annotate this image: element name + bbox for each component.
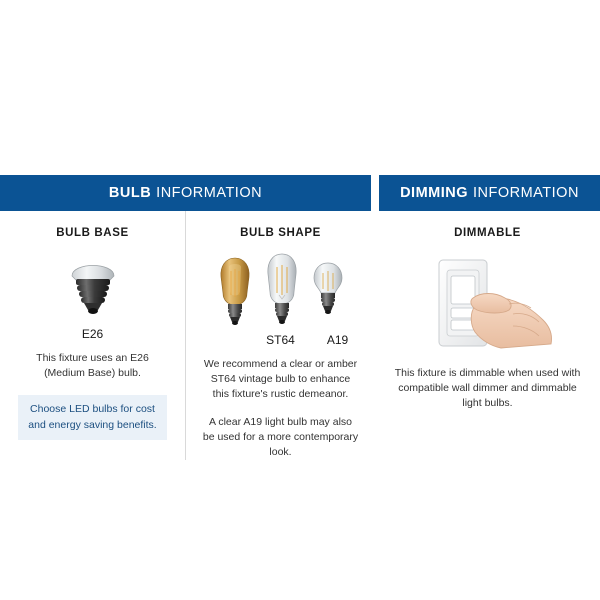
bulb-information-banner bbox=[0, 175, 371, 211]
bulb-base-icon bbox=[12, 251, 173, 321]
info-content bbox=[0, 175, 600, 460]
dimmable-text: This fixture is dimmable when used with compatible wall dimmer and dimmable light bulbs. bbox=[394, 367, 581, 410]
dimming-information-panel bbox=[375, 175, 600, 412]
bulb-a19-clear-icon bbox=[309, 259, 347, 329]
bulb-banner-light: INFORMATION bbox=[156, 185, 263, 201]
bulb-base-label: E26 bbox=[81, 327, 104, 341]
bulb-shape-label-1: ST64 bbox=[266, 333, 295, 347]
bulb-st64-clear-icon bbox=[261, 251, 303, 329]
banner-divider bbox=[375, 175, 376, 211]
panels bbox=[0, 175, 600, 460]
bulb-shape-title: BULB SHAPE bbox=[240, 227, 321, 239]
bulb-shape-text-primary: We recommend a clear or amber ST64 vintage bulb to enhance this fixture's rustic demeanor. bbox=[203, 358, 358, 401]
bulb-base-column bbox=[0, 211, 186, 460]
bulb-banner-strong: BULB bbox=[108, 185, 152, 201]
dimmable-title: DIMMABLE bbox=[454, 227, 521, 239]
bulb-shape-label-2: A19 bbox=[326, 333, 349, 347]
bulb-information-panel bbox=[0, 175, 375, 460]
bulb-columns bbox=[0, 211, 375, 460]
led-note-box: Choose LED bulbs for cost and energy saving benefits. bbox=[18, 395, 167, 439]
bulb-shape-labels bbox=[198, 333, 363, 347]
bulb-shape-text-secondary: A clear A19 light bulb may also be used for a more contemporary look. bbox=[202, 415, 359, 459]
dimming-banner-strong: DIMMING bbox=[400, 185, 468, 201]
bulb-base-text: This fixture uses an E26 (Medium Base) bulb. bbox=[36, 352, 149, 380]
bulb-cell-amber bbox=[215, 255, 255, 329]
bulb-base-title: BULB BASE bbox=[56, 227, 129, 239]
bulb-cell-st64 bbox=[261, 251, 303, 329]
dimming-banner-light: INFORMATION bbox=[473, 185, 579, 201]
bulb-shape-icons bbox=[198, 251, 363, 329]
dimmable-column bbox=[375, 211, 600, 412]
bulb-shape-column bbox=[186, 211, 375, 460]
bulb-cell-a19 bbox=[309, 259, 347, 329]
dimming-information-banner bbox=[379, 175, 600, 211]
bulb-shape-label-0 bbox=[198, 333, 249, 347]
wall-dimmer-hand-icon bbox=[389, 251, 586, 356]
bulb-st64-amber-icon bbox=[215, 255, 255, 329]
